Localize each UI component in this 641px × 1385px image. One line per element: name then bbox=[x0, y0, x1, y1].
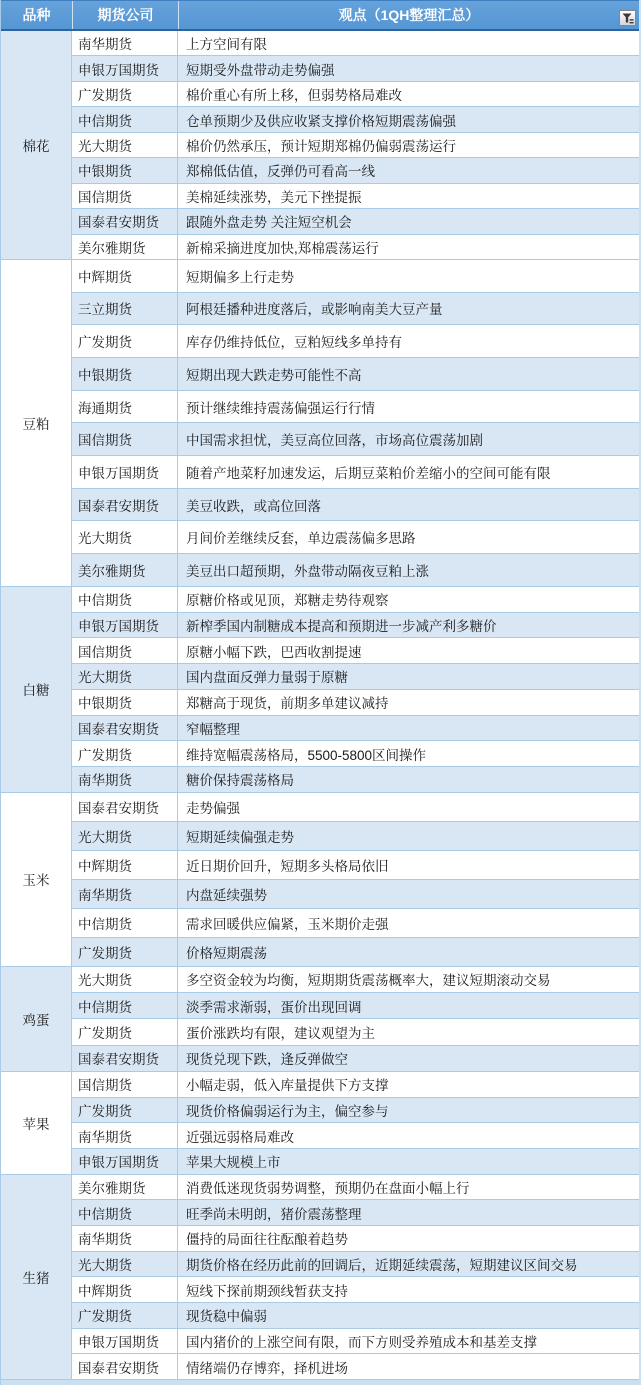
table-row bbox=[72, 938, 639, 967]
company-cell[interactable]: 广发期货 bbox=[72, 1303, 178, 1328]
company-cell[interactable]: 南华期货 bbox=[72, 1123, 178, 1148]
company-cell[interactable]: 广发期货 bbox=[72, 1019, 178, 1044]
company-cell[interactable]: 美尔雅期货 bbox=[72, 1175, 178, 1200]
company-cell[interactable]: 广发期货 bbox=[72, 938, 178, 966]
variety-cell[interactable]: 生猪 bbox=[1, 1175, 72, 1380]
view-cell[interactable]: 郑糖高于现货，前期多单建议减持 bbox=[186, 696, 389, 712]
table-row bbox=[72, 1226, 639, 1252]
view-cell[interactable]: 跟随外盘走势 关注短空机会 bbox=[186, 215, 352, 231]
table-row bbox=[72, 1046, 639, 1072]
table-row bbox=[72, 107, 639, 132]
table-row bbox=[72, 391, 639, 424]
view-cell[interactable]: 棉价仍然承压，预计短期郑棉仍偏弱震荡运行 bbox=[186, 138, 456, 154]
table-row bbox=[72, 1149, 639, 1175]
table-row bbox=[72, 638, 639, 664]
header-cell-company: 期货公司 bbox=[73, 1, 179, 29]
view-cell[interactable]: 糖价保持震荡格局 bbox=[186, 773, 294, 789]
group-rows bbox=[72, 793, 639, 967]
view-cell[interactable]: 近日期价回升，短期多头格局依旧 bbox=[186, 858, 389, 874]
table-row bbox=[72, 716, 639, 742]
table-row bbox=[72, 1098, 639, 1124]
table-row bbox=[72, 82, 639, 107]
company-cell[interactable]: 广发期货 bbox=[72, 325, 178, 357]
group-rows bbox=[72, 967, 639, 1072]
variety-cell[interactable]: 玉米 bbox=[1, 793, 72, 967]
view-cell[interactable]: 多空资金较为均衡，短期期货震荡概率大，建议短期滚动交易 bbox=[186, 973, 551, 989]
company-cell[interactable]: 国信期货 bbox=[72, 184, 178, 208]
table-row bbox=[72, 1252, 639, 1278]
view-cell[interactable]: 美棉延续涨势，美元下挫提振 bbox=[186, 189, 362, 205]
company-cell[interactable]: 中银期货 bbox=[72, 158, 178, 182]
group-rows bbox=[72, 1175, 639, 1380]
company-cell[interactable]: 南华期货 bbox=[72, 31, 178, 55]
commodity-group bbox=[1, 967, 639, 1072]
variety-cell[interactable]: 棉花 bbox=[1, 31, 72, 260]
table-row bbox=[72, 1123, 639, 1149]
company-cell[interactable]: 中银期货 bbox=[72, 690, 178, 715]
company-cell[interactable]: 国信期货 bbox=[72, 638, 178, 663]
table-row bbox=[72, 741, 639, 767]
company-cell[interactable]: 光大期货 bbox=[72, 822, 178, 850]
company-cell[interactable]: 国泰君安期货 bbox=[72, 716, 178, 741]
company-cell[interactable]: 中信期货 bbox=[72, 587, 178, 612]
view-cell[interactable]: 随着产地菜籽加速发运，后期豆菜粕价差缩小的空间可能有限 bbox=[186, 465, 551, 481]
view-cell[interactable]: 现货兑现下跌，逢反弹做空 bbox=[186, 1052, 348, 1068]
company-cell[interactable]: 申银万国期货 bbox=[72, 56, 178, 80]
company-cell[interactable]: 国信期货 bbox=[72, 423, 178, 455]
company-cell[interactable]: 南华期货 bbox=[72, 1226, 178, 1251]
view-cell[interactable]: 维持宽幅震荡格局，5500-5800区间操作 bbox=[186, 747, 427, 763]
table-row bbox=[72, 690, 639, 716]
company-cell[interactable]: 南华期货 bbox=[72, 767, 178, 792]
company-cell[interactable]: 中信期货 bbox=[72, 1200, 178, 1225]
table-bottom-edge bbox=[1, 1380, 639, 1385]
view-cell[interactable]: 美豆出口超预期，外盘带动隔夜豆粕上涨 bbox=[186, 563, 429, 579]
company-cell[interactable]: 光大期货 bbox=[72, 967, 178, 992]
table-row bbox=[72, 133, 639, 158]
company-cell[interactable]: 中信期货 bbox=[72, 107, 178, 131]
view-cell[interactable]: 短期偏多上行走势 bbox=[186, 269, 294, 285]
company-cell[interactable]: 光大期货 bbox=[72, 664, 178, 689]
table-row bbox=[72, 1329, 639, 1355]
view-cell[interactable]: 预计继续维持震荡偏强运行行情 bbox=[186, 400, 375, 416]
view-cell[interactable]: 库存仍维持低位，豆粕短线多单持有 bbox=[186, 335, 402, 351]
view-cell[interactable]: 棉价重心有所上移，但弱势格局难改 bbox=[186, 88, 402, 104]
view-cell[interactable]: 近强远弱格局难改 bbox=[186, 1129, 294, 1145]
view-cell[interactable]: 新棉采摘进度加快,郑棉震荡运行 bbox=[186, 240, 379, 256]
view-cell[interactable]: 僵持的局面往往酝酿着趋势 bbox=[186, 1232, 348, 1248]
table-row bbox=[72, 158, 639, 183]
company-cell[interactable]: 国泰君安期货 bbox=[72, 1046, 178, 1071]
company-cell[interactable]: 光大期货 bbox=[72, 133, 178, 157]
table-row bbox=[72, 664, 639, 690]
table-row bbox=[72, 851, 639, 880]
view-cell[interactable]: 仓单预期少及供应收紧支撑价格短期震荡偏强 bbox=[186, 113, 456, 129]
table-row bbox=[72, 423, 639, 456]
table-row bbox=[72, 767, 639, 793]
company-cell[interactable]: 中银期货 bbox=[72, 358, 178, 390]
header-cell-variety: 品种 bbox=[1, 1, 73, 29]
table-row bbox=[72, 613, 639, 639]
table-row bbox=[72, 260, 639, 293]
table-row bbox=[72, 1354, 639, 1380]
table-row bbox=[72, 1175, 639, 1201]
view-cell[interactable]: 原糖小幅下跌，巴西收割提速 bbox=[186, 644, 362, 660]
table-row bbox=[72, 521, 639, 554]
table-row bbox=[72, 456, 639, 489]
table-row bbox=[72, 325, 639, 358]
view-cell[interactable]: 短线下探前期颈线暂获支持 bbox=[186, 1283, 348, 1299]
variety-cell[interactable]: 苹果 bbox=[1, 1072, 72, 1175]
group-rows bbox=[72, 587, 639, 793]
group-rows bbox=[72, 31, 639, 260]
company-cell[interactable]: 中辉期货 bbox=[72, 851, 178, 879]
variety-cell[interactable]: 豆粕 bbox=[1, 260, 72, 587]
table-row bbox=[72, 31, 639, 56]
table-row bbox=[72, 880, 639, 909]
table-row bbox=[72, 184, 639, 209]
view-cell[interactable]: 国内猪价的上涨空间有限，而下方则受养殖成本和基差支撑 bbox=[186, 1334, 537, 1350]
filter-button[interactable] bbox=[619, 10, 636, 26]
company-cell[interactable]: 申银万国期货 bbox=[72, 613, 178, 638]
view-cell[interactable]: 中国需求担忧，美豆高位回落，市场高位震荡加剧 bbox=[186, 433, 483, 449]
commodity-group bbox=[1, 1175, 639, 1380]
company-cell[interactable]: 广发期货 bbox=[72, 82, 178, 106]
variety-cell[interactable]: 鸡蛋 bbox=[1, 967, 72, 1072]
company-cell[interactable]: 国泰君安期货 bbox=[72, 209, 178, 233]
company-cell[interactable]: 美尔雅期货 bbox=[72, 235, 178, 259]
view-cell[interactable]: 美豆收跌，或高位回落 bbox=[186, 498, 321, 514]
table-row bbox=[72, 909, 639, 938]
group-rows bbox=[72, 1072, 639, 1175]
view-cell[interactable]: 国内盘面反弹力量弱于原糖 bbox=[186, 670, 348, 686]
company-cell[interactable]: 光大期货 bbox=[72, 1252, 178, 1277]
company-cell[interactable]: 南华期货 bbox=[72, 880, 178, 908]
view-cell[interactable]: 旺季尚未明朗，猪价震荡整理 bbox=[186, 1206, 362, 1222]
view-cell[interactable]: 上方空间有限 bbox=[186, 37, 267, 53]
table-row bbox=[72, 822, 639, 851]
company-cell[interactable]: 国泰君安期货 bbox=[72, 793, 178, 821]
table-row bbox=[72, 1072, 639, 1098]
filter-icon bbox=[622, 13, 634, 24]
view-cell[interactable]: 蛋价涨跌均有限，建议观望为主 bbox=[186, 1025, 375, 1041]
view-cell[interactable]: 苹果大规模上市 bbox=[186, 1155, 281, 1171]
company-cell[interactable]: 海通期货 bbox=[72, 391, 178, 423]
table-row bbox=[72, 587, 639, 613]
company-cell[interactable]: 国泰君安期货 bbox=[72, 1354, 178, 1379]
table-body bbox=[1, 31, 639, 1380]
view-cell[interactable]: 情绪端仍存博弈，择机进场 bbox=[186, 1360, 348, 1376]
company-cell[interactable]: 三立期货 bbox=[72, 293, 178, 325]
view-cell[interactable]: 消费低迷现货弱势调整，预期仍在盘面小幅上行 bbox=[186, 1181, 470, 1197]
view-cell[interactable]: 淡季需求渐弱，蛋价出现回调 bbox=[186, 999, 362, 1015]
view-cell[interactable]: 郑棉低估值，反弹仍可看高一线 bbox=[186, 164, 375, 180]
table-row bbox=[72, 1277, 639, 1303]
view-cell[interactable]: 短期出现大跌走势可能性不高 bbox=[186, 367, 362, 383]
company-cell[interactable]: 中辉期货 bbox=[72, 1277, 178, 1302]
group-rows bbox=[72, 260, 639, 587]
company-cell[interactable]: 国泰君安期货 bbox=[72, 489, 178, 521]
table-row bbox=[72, 1019, 639, 1045]
table-row bbox=[72, 209, 639, 234]
commodity-group bbox=[1, 1072, 639, 1175]
table-header-row bbox=[1, 0, 639, 31]
company-cell[interactable]: 中辉期货 bbox=[72, 260, 178, 292]
company-cell[interactable]: 中信期货 bbox=[72, 909, 178, 937]
view-cell[interactable]: 阿根廷播种进度落后，或影响南美大豆产量 bbox=[186, 302, 443, 318]
view-cell[interactable]: 原糖价格或见顶，郑糖走势待观察 bbox=[186, 593, 389, 609]
view-cell[interactable]: 新榨季国内制糖成本提高和预期进一步减产利多糖价 bbox=[186, 618, 497, 634]
view-cell[interactable]: 期货价格在经历此前的回调后，近期延续震荡，短期建议区间交易 bbox=[186, 1258, 578, 1273]
view-cell[interactable]: 短期受外盘带动走势偏强 bbox=[186, 62, 335, 78]
company-cell[interactable]: 广发期货 bbox=[72, 741, 178, 766]
company-cell[interactable]: 美尔雅期货 bbox=[72, 554, 178, 586]
company-cell[interactable]: 申银万国期货 bbox=[72, 1329, 178, 1354]
table-row bbox=[72, 358, 639, 391]
view-cell[interactable]: 价格短期震荡 bbox=[186, 945, 267, 961]
commodity-group bbox=[1, 31, 639, 260]
table-row bbox=[72, 56, 639, 81]
company-cell[interactable]: 申银万国期货 bbox=[72, 1149, 178, 1174]
company-cell[interactable]: 申银万国期货 bbox=[72, 456, 178, 488]
view-cell[interactable]: 走势偏强 bbox=[186, 800, 240, 816]
view-cell[interactable]: 内盘延续强势 bbox=[186, 887, 267, 903]
view-cell[interactable]: 需求回暖供应偏紧，玉米期价走强 bbox=[186, 916, 389, 932]
view-cell[interactable]: 短期延续偏强走势 bbox=[186, 829, 294, 845]
table-row bbox=[72, 1200, 639, 1226]
view-cell[interactable]: 窄幅整理 bbox=[186, 721, 240, 737]
view-cell[interactable]: 现货价格偏弱运行为主，偏空参与 bbox=[186, 1103, 389, 1119]
table-row bbox=[72, 293, 639, 326]
company-cell[interactable]: 国信期货 bbox=[72, 1072, 178, 1097]
table-row bbox=[72, 1303, 639, 1329]
commodity-group bbox=[1, 260, 639, 587]
company-cell[interactable]: 广发期货 bbox=[72, 1098, 178, 1123]
view-cell[interactable]: 小幅走弱，低入库量提供下方支撑 bbox=[186, 1078, 389, 1094]
company-cell[interactable]: 光大期货 bbox=[72, 521, 178, 553]
table-row bbox=[72, 235, 639, 260]
view-cell[interactable]: 月间价差继续反套，单边震荡偏多思路 bbox=[186, 531, 416, 547]
table-row bbox=[72, 993, 639, 1019]
view-cell[interactable]: 现货稳中偏弱 bbox=[186, 1309, 267, 1325]
table-row bbox=[72, 554, 639, 587]
table-row bbox=[72, 489, 639, 522]
company-cell[interactable]: 中信期货 bbox=[72, 993, 178, 1018]
header-cell-view: 观点（1QH整理汇总） bbox=[338, 7, 480, 23]
commodity-group bbox=[1, 793, 639, 967]
commodity-group bbox=[1, 587, 639, 793]
variety-cell[interactable]: 白糖 bbox=[1, 587, 72, 793]
table-row bbox=[72, 967, 639, 993]
table-row bbox=[72, 793, 639, 822]
